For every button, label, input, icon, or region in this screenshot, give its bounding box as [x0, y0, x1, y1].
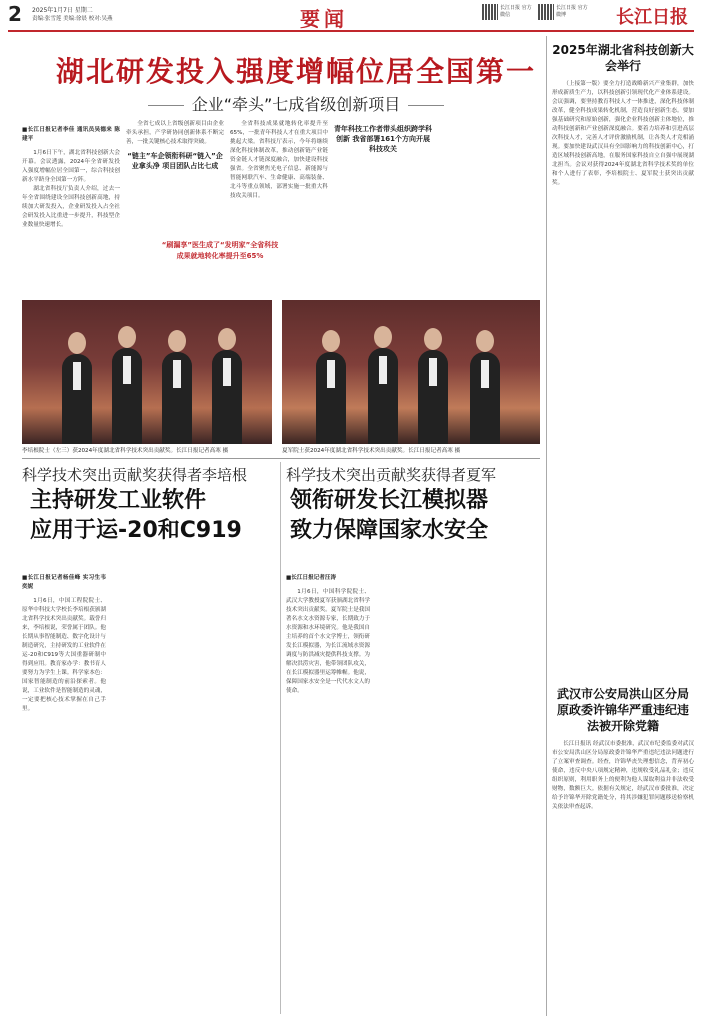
right-article-text: （上接第一版）要全力打造战略新兴产业集群，加快形成新质生产力，以科技创新引领现代化产业体系建设。会议强调，要坚持教育科技人才一体推进，深化科技体制改革，健全科技成果转化机制，营造良好创新生态。要加强基础研究和原始创新，强化企业科技创新主体地位，推动科技创新和产业创新深度融合。要着力培养和引进高层次科技人才，完善人才评价激励机制，让各类人才竞相涌现。要加快建设武汉具有全国影响力的科技创新中心，打造区域科技创新高地，在服务国家科技自立自强中展现湖北担当。会议对获得2024年度湖北省科学技术奖的单位和个人进行了表彰，李培根院士、夏军院士获突出贡献奖。 [552, 81, 694, 186]
right-article-title: 2025年湖北省科技创新大会举行 [552, 43, 694, 73]
lead-paragraph: 湖北省科技厅负责人介绍，过去一年全省围绕建设全国科技创新高地，持续加大研发投入，企业研发投入占全社会研发投入比重进一步提升，科技型企业数量快速增长。 [22, 186, 120, 229]
person-figure [212, 350, 242, 444]
article-b-headline-line-1: 领衔研发长江模拟器 [290, 488, 489, 513]
article-a-headline-line-1: 主持研发工业软件 [30, 488, 207, 513]
article-b-byline: ■长江日报记者汪涛 [286, 574, 337, 581]
right-article-2-title: 武汉市公安局洪山区分局原政委许锦华严重违纪违法被开除党籍 [556, 687, 689, 733]
photo-caption-2: 夏军院士获2024年度湖北省科学技术突出贡献奖。长江日报记者高寒 摄 [282, 448, 461, 454]
lead-subhead: 企业“牵头”七成省级创新项目 [22, 92, 570, 115]
article-a-headline [30, 486, 270, 546]
right-article-2-body [552, 740, 694, 1016]
person-figure [316, 352, 346, 444]
qr-code-icon [538, 4, 554, 20]
divider [546, 36, 547, 1016]
lead-block-title-2: 青年科技工作者带头组织跨学科创新 我省部署161个方向开展科技攻关 [334, 125, 432, 153]
lead-paragraph: 1月6日下午，湖北省科技创新大会开幕。会议透露，2024年全省研发投入强度增幅位居全国第一，综合科技创新水平跻身全国第一方阵。 [22, 150, 120, 184]
article-b-column-1 [286, 568, 370, 1016]
photo-caption-1: 李培根院士（左三）获2024年度湖北省科学技术突出贡献奖。长江日报记者高寒 摄 [22, 448, 229, 454]
article-b-column-3 [462, 568, 542, 1016]
article-a-text: 1月6日，中国工程院院士、原华中科技大学校长李培根获颁湖北省科学技术突出贡献奖。载誉归来，李培根说，荣誉属于团队。他长期从事智能制造、数字化设计与制造研究，主持研发的工业软件在运-20和C919等大国重器研制中得到应用。教育家办学：教书育人要努力为学生上课。科学家本色：国家智能制造的前沿探索者。他说，工业软件是智能制造的灵魂，一定要把核心技术掌握在自己手里。 [22, 598, 106, 713]
newspaper-logo: 长江日报 [616, 7, 688, 28]
person-figure [368, 348, 398, 444]
article-a-headline-line-2: 应用于运-20和C919 [30, 518, 242, 543]
lead-byline: ■长江日报记者李佳 通讯员吴德来 陈建平 [22, 126, 120, 142]
article-a-byline: ■长江日报记者杨佳峰 实习生韦奕妮 [22, 574, 106, 590]
article-b-column-2 [374, 568, 458, 1016]
lead-paragraph: 全省七成以上省级创新项目由企业牵头承担，产学研协同创新体系不断完善，一批关键核心技术取得突破。 [126, 121, 224, 145]
award-photo-2 [282, 300, 540, 444]
person-figure [470, 352, 500, 444]
section-title: 要闻 [300, 7, 348, 31]
person-figure [62, 354, 92, 444]
lead-paragraph: 全省科技成果就地转化率提升至65%，一批青年科技人才在重大项目中挑起大梁。省科技厅表示，今年将继续深化科技体制改革，推动创新链产业链资金链人才链深度融合，加快建设科技强省。全省聚焦光电子信息、新能源与智能网联汽车、生命健康、高端装备、北斗等重点领域，部署实施一批重大科技攻关项目。 [230, 121, 328, 199]
article-a-kicker: 科学技术突出贡献奖获得者李培根 [22, 466, 248, 484]
qr-code-icon [482, 4, 498, 20]
article-b-headline [290, 486, 540, 546]
article-b-kicker: 科学技术突出贡献奖获得者夏军 [286, 466, 497, 484]
lead-block-title-1: “刷漏享”医生成了“发明家”全省科技成果就地转化率提升至65% [161, 241, 279, 260]
article-b-text: 1月6日，中国科学院院士、武汉大学教授夏军获颁湖北省科学技术突出贡献奖。夏军院士是我国著名水文水资源专家，长期致力于水资源和水环境研究。他是我国自主培养的首个水文学博士，领衔研发长江模拟器，为长江流域水资源调度与防洪减灾提供科技支撑。为解决洪涝灾害，他带领团队攻关，在长江模拟器里运筹帷幄。他说，保障国家水安全是一代代水文人的使命。 [286, 589, 370, 695]
editor-credits: 责编:张雪莲 美编:徐晨 校对:吴燕 [32, 16, 113, 22]
lead-headline: 湖北研发投入强度增幅位居全国第一 [55, 55, 536, 88]
right-article-2-text: 长江日报讯 经武汉市委批准，武汉市纪委监委对武汉市公安局洪山区分局原政委许锦华严重违纪违法问题进行了立案审查调查。经查，许锦华丧失理想信念，背弃初心使命，违反中央八项规定精神，违规收受礼品礼金；违反组织原则，利用职务上的便利为他人谋取利益并非法收受财物，数额巨大。依据有关规定，经武汉市委批准，决定给予许锦华开除党籍处分，将其涉嫌犯罪问题移送检察机关依法审查起诉。 [552, 741, 694, 810]
qr-label-weibo: 长江日报 官方微博 [556, 5, 588, 18]
person-figure [418, 350, 448, 444]
page-header [8, 2, 694, 32]
issue-date: 2025年1月7日 星期二 [32, 7, 93, 14]
right-article-body [552, 80, 694, 632]
page-number: 2 [8, 2, 22, 26]
divider [22, 458, 540, 459]
article-a-column-1 [22, 568, 106, 1016]
lead-column-head: “链主”车企领衔科研“链入”企业拿头净 项目团队占比七成 [127, 152, 223, 170]
article-a-column-3 [198, 568, 282, 1016]
award-photo-1 [22, 300, 272, 444]
person-figure [112, 348, 142, 444]
article-a-column-2 [110, 568, 194, 1016]
article-b-headline-line-2: 致力保障国家水安全 [290, 518, 489, 543]
qr-label-wechat: 长江日报 官方微信 [500, 5, 532, 18]
person-figure [162, 352, 192, 444]
